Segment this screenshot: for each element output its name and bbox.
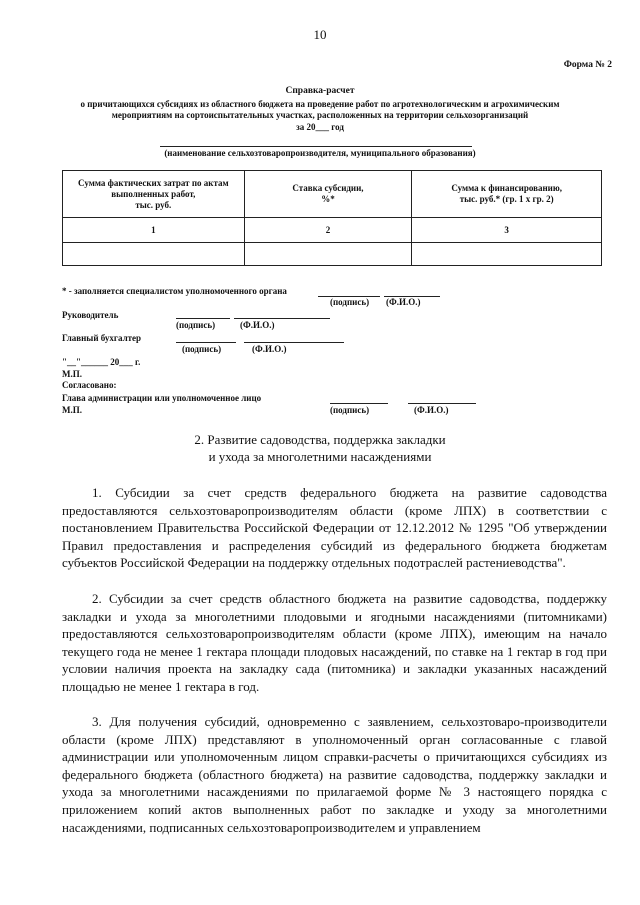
table-cell	[244, 243, 412, 266]
table-cell	[412, 243, 602, 266]
fio-line	[244, 342, 344, 343]
table-header-row	[63, 171, 602, 218]
fio-line	[234, 318, 330, 319]
table-header-cell: Сумма к финансированию, тыс. руб.* (гр. 1 х гр. 2)	[412, 171, 602, 218]
head-fio-caption: (Ф.И.О.)	[240, 320, 275, 330]
stamp-place-1: М.П.	[62, 369, 82, 379]
agreed-label: Согласовано:	[62, 380, 117, 390]
column-number: 3	[412, 218, 602, 243]
date-line: "__"______ 20___ г.	[62, 357, 141, 367]
fio-line	[408, 403, 476, 404]
paragraph-2: 2. Субсидии за счет средств областного бюджета на развитие садоводства, поддержку закладки и ухода за многолетними плодовыми и ягодными насаждениями (питомниками) предоставляются сельхозтоваропроизводителям области (кроме ЛПХ), имеющим на начало текущего года не менее 1 гектара площади плодовых насаждений, по ставке на 1 гектар в год при условии наличия проекта на закладку сада (питомника) и закладки указанных насаждений площадью не менее 1 гектара в год.	[62, 591, 607, 694]
name-caption: (наименование сельхозтоваропроизводителя, муниципального образования)	[164, 148, 476, 158]
stamp-place-2: М.П.	[62, 405, 82, 415]
section-heading-line-2: и ухода за многолетними насаждениями	[208, 449, 432, 464]
table-column-number-row	[63, 218, 602, 243]
table-cell	[63, 243, 245, 266]
admin-head-label: Глава администрации или уполномоченное лицо	[62, 393, 262, 403]
section-heading-line-1: 2. Развитие садоводства, поддержка закладки	[194, 432, 446, 447]
form-subtitle-line-3: за 20___ год	[296, 122, 344, 132]
page-number: 10	[313, 27, 327, 42]
admin-sign-caption: (подпись)	[330, 405, 370, 415]
name-underline	[160, 146, 472, 147]
form-label: Форма № 2	[563, 60, 612, 70]
paragraph-1: 1. Субсидии за счет средств федерального бюджета на развитие садоводства предоставляются сельхозтоваропроизводителям области (кроме ЛПХ) в соответствии с постановлением Правительства Российской Федерации от 12.12.2012 № 1295 "Об утверждении Правил предоставления и распределения субсидий из федерального бюджета бюджетам субъектов Российской Федерации на поддержку отдельных подотраслей растениеводства".	[62, 485, 607, 571]
admin-fio-caption: (Ф.И.О.)	[414, 405, 449, 415]
signature-line	[176, 318, 230, 319]
footnote-fio-caption: (Ф.И.О.)	[386, 297, 421, 307]
accountant-label: Главный бухгалтер	[62, 333, 142, 343]
column-number: 2	[244, 218, 412, 243]
accountant-fio-caption: (Ф.И.О.)	[252, 344, 287, 354]
paragraph-3: 3. Для получения субсидий, одновременно с заявлением, сельхозтоваро-производители области (кроме ЛПХ) представляют в уполномоченный орган согласованные с главой администрации или уполномоченным лицом справки-расчеты о причитающихся субсидиях из федерального бюджета (областного бюджета) на развитие садоводства, поддержку закладки и ухода за многолетними насаждениями по прилагаемой форме № 3 настоящего порядка с приложением копий актов выполненных работ по закладке и уходу за многолетними насаждениями, подписанных сельхозтоваропроизводителем и управлением	[62, 714, 607, 835]
signature-line	[176, 342, 236, 343]
column-number: 1	[63, 218, 245, 243]
calculation-table	[62, 170, 602, 266]
accountant-sign-caption: (подпись)	[182, 344, 222, 354]
form-title: Справка-расчет	[285, 86, 355, 96]
head-label: Руководитель	[62, 310, 119, 320]
footnote-sign-caption: (подпись)	[330, 297, 370, 307]
head-sign-caption: (подпись)	[176, 320, 216, 330]
form-subtitle-line-1: о причитающихся субсидиях из областного бюджета на проведение работ по агротехнологическим и агрохимическим	[80, 99, 560, 109]
table-header-cell: Сумма фактических затрат по актам выполненных работ, тыс. руб.	[63, 171, 245, 218]
form-subtitle-line-2: мероприятиям на сортоиспытательных участках, расположенных на территории сельхозорганизаций	[111, 110, 529, 120]
table-empty-row	[63, 243, 602, 266]
signature-line	[330, 403, 388, 404]
footnote: * - заполняется специалистом уполномоченного органа	[62, 286, 287, 296]
table-header-cell: Ставка субсидии, %*	[244, 171, 412, 218]
